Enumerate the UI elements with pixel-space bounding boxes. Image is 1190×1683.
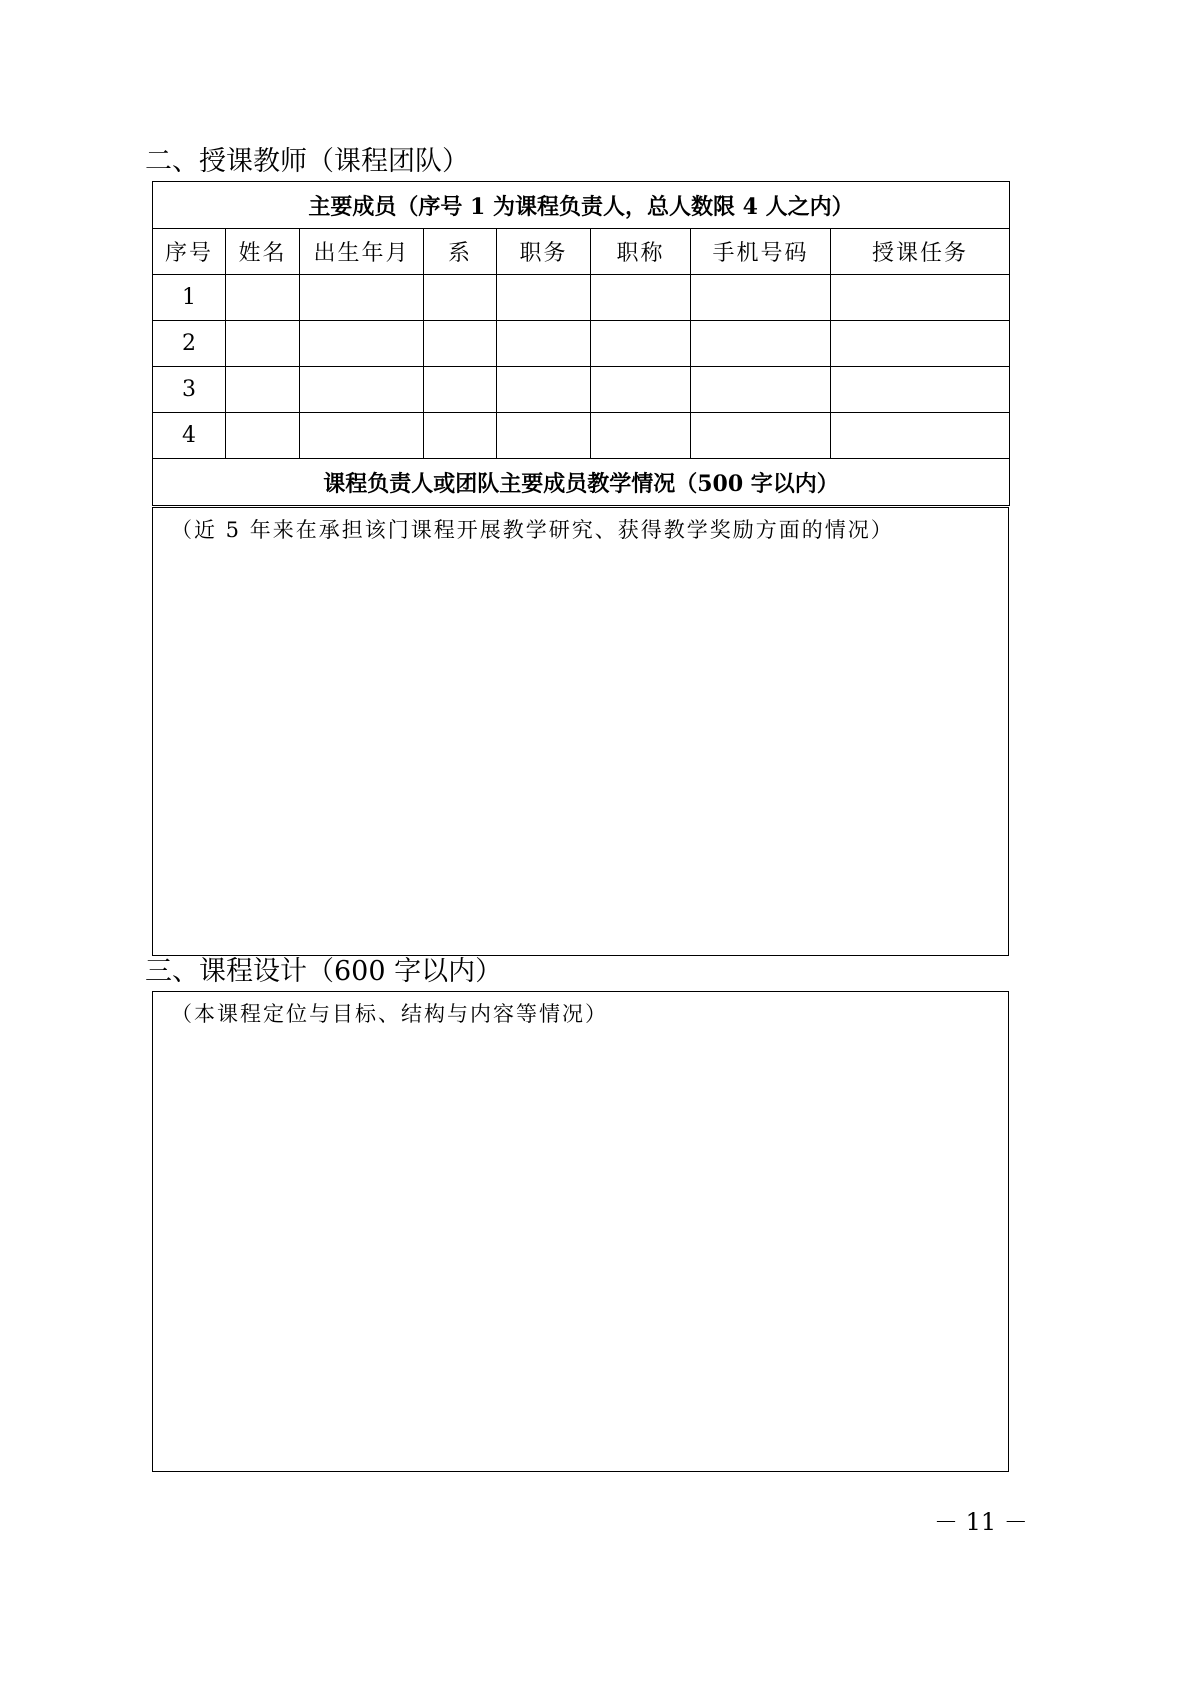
members-table [152, 181, 1010, 506]
row-index: 1 [153, 275, 226, 321]
column-header-phone: 手机号码 [691, 229, 831, 275]
name-cell[interactable] [226, 321, 300, 367]
column-header-position: 职务 [497, 229, 591, 275]
row-index: 3 [153, 367, 226, 413]
row-index: 4 [153, 413, 226, 459]
title-cell[interactable] [591, 367, 691, 413]
phone-cell[interactable] [691, 413, 831, 459]
column-header-title: 职称 [591, 229, 691, 275]
task-cell[interactable] [831, 413, 1010, 459]
table-row [153, 413, 1010, 459]
title-cell[interactable] [591, 321, 691, 367]
teaching-box-title: 课程负责人或团队主要成员教学情况（500 字以内） [153, 459, 1010, 506]
teaching-situation-box[interactable] [152, 507, 1009, 956]
name-cell[interactable] [226, 275, 300, 321]
section-3-heading: 三、课程设计（600 字以内） [145, 956, 503, 987]
members-table-header [153, 229, 1010, 275]
column-header-index: 序号 [153, 229, 226, 275]
column-header-name: 姓名 [226, 229, 300, 275]
department-cell[interactable] [424, 413, 497, 459]
department-cell[interactable] [424, 275, 497, 321]
birth-cell[interactable] [300, 367, 424, 413]
department-cell[interactable] [424, 367, 497, 413]
phone-cell[interactable] [691, 367, 831, 413]
birth-cell[interactable] [300, 275, 424, 321]
phone-cell[interactable] [691, 275, 831, 321]
position-cell[interactable] [497, 275, 591, 321]
members-table-title: 主要成员（序号 1 为课程负责人，总人数限 4 人之内） [153, 182, 1010, 229]
title-cell[interactable] [591, 413, 691, 459]
task-cell[interactable] [831, 275, 1010, 321]
name-cell[interactable] [226, 367, 300, 413]
position-cell[interactable] [497, 367, 591, 413]
row-index: 2 [153, 321, 226, 367]
task-cell[interactable] [831, 367, 1010, 413]
design-box-hint: （本课程定位与目标、结构与内容等情况） [171, 1002, 608, 1026]
task-cell[interactable] [831, 321, 1010, 367]
position-cell[interactable] [497, 321, 591, 367]
page-number: － 11 － [934, 1508, 1028, 1536]
table-row [153, 275, 1010, 321]
course-design-box[interactable] [152, 991, 1009, 1472]
department-cell[interactable] [424, 321, 497, 367]
position-cell[interactable] [497, 413, 591, 459]
birth-cell[interactable] [300, 321, 424, 367]
table-row [153, 367, 1010, 413]
birth-cell[interactable] [300, 413, 424, 459]
column-header-task: 授课任务 [831, 229, 1010, 275]
name-cell[interactable] [226, 413, 300, 459]
section-2-heading: 二、授课教师（课程团队） [145, 146, 469, 177]
teaching-box-hint: （近 5 年来在承担该门课程开展教学研究、获得教学奖励方面的情况） [171, 518, 894, 542]
column-header-birth: 出生年月 [300, 229, 424, 275]
table-row [153, 321, 1010, 367]
column-header-department: 系 [424, 229, 497, 275]
phone-cell[interactable] [691, 321, 831, 367]
title-cell[interactable] [591, 275, 691, 321]
